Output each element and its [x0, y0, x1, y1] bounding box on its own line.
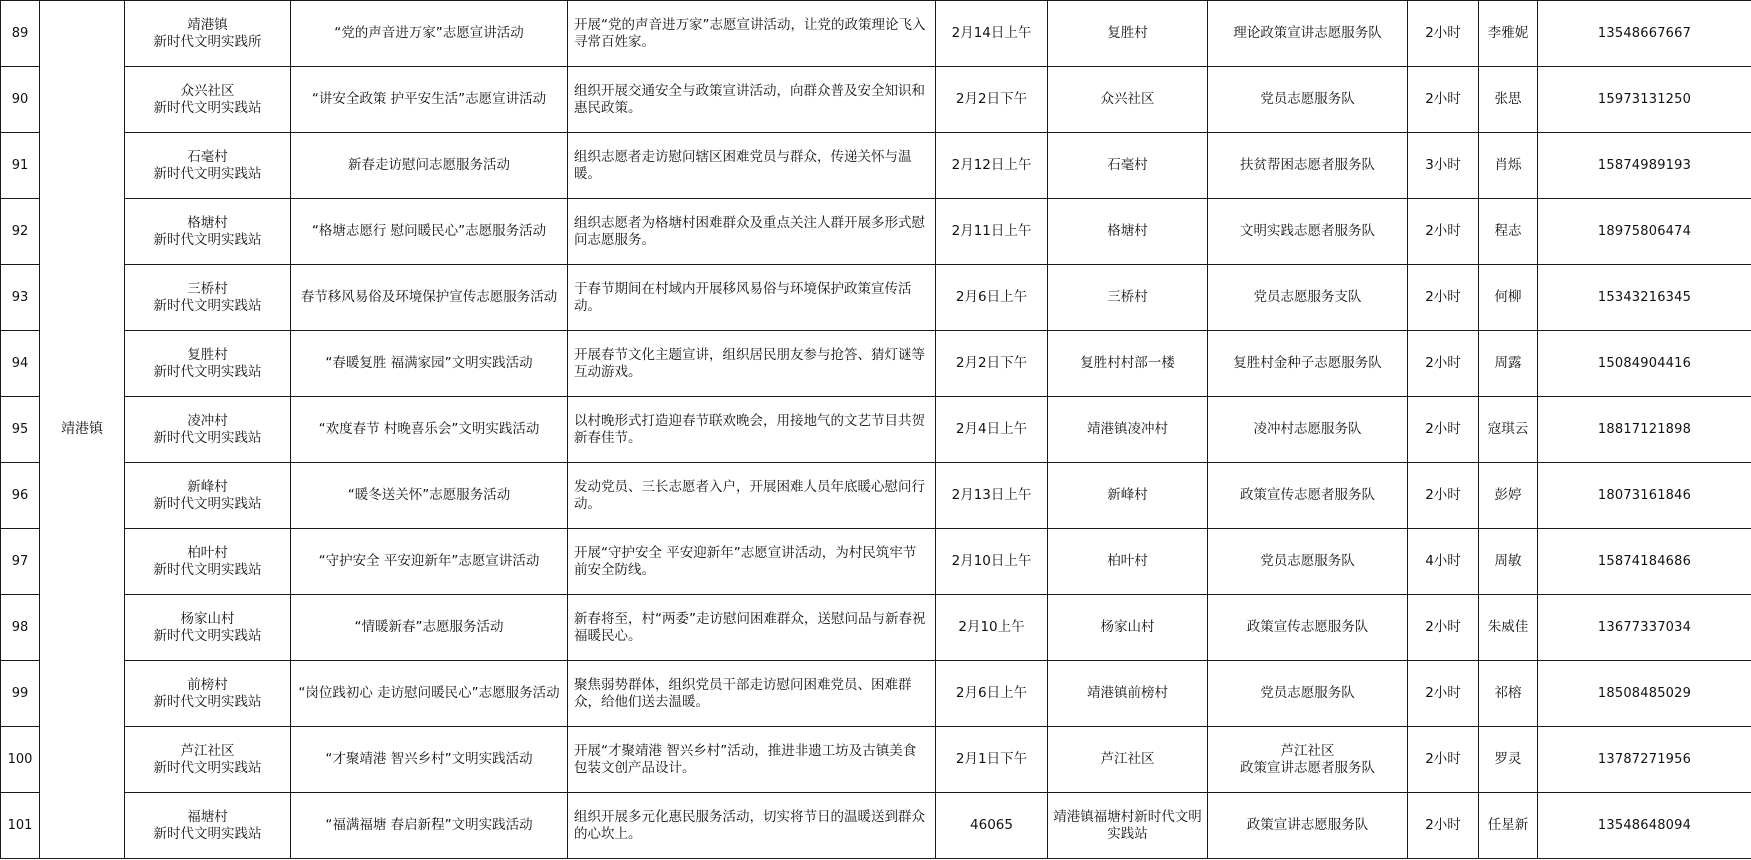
activity-time-cell: 46065	[936, 793, 1048, 859]
duration-cell: 2小时	[1408, 331, 1479, 397]
activity-location-cell: 三桥村	[1048, 265, 1208, 331]
duration-cell: 2小时	[1408, 397, 1479, 463]
activity-location-cell: 格塘村	[1048, 199, 1208, 265]
practice-site-cell	[125, 1, 291, 67]
activity-location-cell: 杨家山村	[1048, 595, 1208, 661]
duration-cell: 2小时	[1408, 661, 1479, 727]
activity-name-cell: “才聚靖港 智兴乡村”文明实践活动	[291, 727, 568, 793]
table-row	[1, 595, 1751, 661]
practice-site-cell	[125, 661, 291, 727]
activity-location-cell: 新峰村	[1048, 463, 1208, 529]
table-row	[1, 727, 1751, 793]
practice-site-cell	[125, 397, 291, 463]
service-team-cell: 扶贫帮困志愿者服务队	[1208, 133, 1408, 199]
service-team-cell: 理论政策宣讲志愿服务队	[1208, 1, 1408, 67]
activity-time-cell: 2月1日下午	[936, 727, 1048, 793]
service-team-cell: 凌冲村志愿服务队	[1208, 397, 1408, 463]
activity-name-cell: “春暖复胜 福满家园”文明实践活动	[291, 331, 568, 397]
table-row	[1, 529, 1751, 595]
activity-time-cell: 2月2日下午	[936, 331, 1048, 397]
activity-time-cell: 2月10上午	[936, 595, 1048, 661]
practice-site-cell	[125, 67, 291, 133]
activity-description-cell: 开展“守护安全 平安迎新年”志愿宣讲活动，为村民筑牢节前安全防线。	[568, 529, 936, 595]
practice-site-name: 复胜村	[187, 346, 228, 363]
service-team-cell: 政策宣讲志愿服务队	[1208, 793, 1408, 859]
phone-number-cell: 15874184686	[1538, 529, 1751, 595]
practice-site-cell	[125, 529, 291, 595]
practice-site-name: 前榜村	[187, 676, 228, 693]
duration-cell: 2小时	[1408, 727, 1479, 793]
phone-number-cell: 15343216345	[1538, 265, 1751, 331]
table-row	[1, 1, 1751, 67]
contact-person-cell: 祁榕	[1479, 661, 1538, 727]
row-number-cell: 95	[1, 397, 40, 463]
phone-number-cell: 13548648094	[1538, 793, 1751, 859]
table-row	[1, 133, 1751, 199]
activity-location-cell: 芦江社区	[1048, 727, 1208, 793]
contact-person-cell: 周露	[1479, 331, 1538, 397]
activity-description-cell: 组织开展交通安全与政策宣讲活动，向群众普及安全知识和惠民政策。	[568, 67, 936, 133]
service-team-line: 政策宣讲志愿者服务队	[1240, 759, 1375, 776]
table-row	[1, 67, 1751, 133]
table-row	[1, 265, 1751, 331]
practice-site-type: 新时代文明实践站	[153, 825, 262, 842]
practice-site-cell	[125, 793, 291, 859]
service-team-cell	[1208, 727, 1408, 793]
duration-cell: 2小时	[1408, 793, 1479, 859]
practice-site-cell	[125, 265, 291, 331]
practice-site-type: 新时代文明实践站	[153, 231, 262, 248]
contact-person-cell: 张思	[1479, 67, 1538, 133]
practice-site-cell	[125, 331, 291, 397]
activity-description-cell: 新春将至，村“两委”走访慰问困难群众，送慰问品与新春祝福暖民心。	[568, 595, 936, 661]
contact-person-cell: 周敏	[1479, 529, 1538, 595]
activity-name-cell: 春节移风易俗及环境保护宣传志愿服务活动	[291, 265, 568, 331]
activity-name-cell: “党的声音进万家”志愿宣讲活动	[291, 1, 568, 67]
activity-time-cell: 2月2日下午	[936, 67, 1048, 133]
practice-site-cell	[125, 463, 291, 529]
activity-time-cell: 2月6日上午	[936, 661, 1048, 727]
activity-time-cell: 2月10日上午	[936, 529, 1048, 595]
contact-person-cell: 肖烁	[1479, 133, 1538, 199]
activity-description-cell: 开展“才聚靖港 智兴乡村”活动，推进非遗工坊及古镇美食包装文创产品设计。	[568, 727, 936, 793]
table-row	[1, 661, 1751, 727]
activity-location-cell: 石毫村	[1048, 133, 1208, 199]
activity-location-cell: 复胜村村部一楼	[1048, 331, 1208, 397]
activity-description-cell: 聚焦弱势群体，组织党员干部走访慰问困难党员、困难群众，给他们送去温暖。	[568, 661, 936, 727]
practice-site-type: 新时代文明实践站	[153, 627, 262, 644]
activity-location-cell: 靖港镇前榜村	[1048, 661, 1208, 727]
table-row	[1, 397, 1751, 463]
activity-description-cell: 组织志愿者为格塘村困难群众及重点关注人群开展多形式慰问志愿服务。	[568, 199, 936, 265]
practice-site-type: 新时代文明实践站	[153, 495, 262, 512]
practice-site-type: 新时代文明实践站	[153, 363, 262, 380]
phone-number-cell: 15084904416	[1538, 331, 1751, 397]
practice-site-name: 格塘村	[187, 214, 228, 231]
activity-time-cell: 2月4日上午	[936, 397, 1048, 463]
table-row	[1, 199, 1751, 265]
service-team-cell: 党员志愿服务队	[1208, 529, 1408, 595]
row-number-cell: 100	[1, 727, 40, 793]
contact-person-cell: 李雅妮	[1479, 1, 1538, 67]
duration-cell: 2小时	[1408, 1, 1479, 67]
contact-person-cell: 程志	[1479, 199, 1538, 265]
phone-number-cell: 13548667667	[1538, 1, 1751, 67]
phone-number-cell: 13677337034	[1538, 595, 1751, 661]
row-number-cell: 97	[1, 529, 40, 595]
practice-site-type: 新时代文明实践站	[153, 429, 262, 446]
phone-number-cell: 18975806474	[1538, 199, 1751, 265]
activity-description-cell: 开展“党的声音进万家”志愿宣讲活动，让党的政策理论飞入寻常百姓家。	[568, 1, 936, 67]
service-team-cell: 政策宣传志愿者服务队	[1208, 463, 1408, 529]
activity-description-cell: 组织志愿者走访慰问辖区困难党员与群众，传递关怀与温暖。	[568, 133, 936, 199]
phone-number-cell: 18817121898	[1538, 397, 1751, 463]
service-team-cell: 文明实践志愿者服务队	[1208, 199, 1408, 265]
activity-name-cell: “岗位践初心 走访慰问暖民心”志愿服务活动	[291, 661, 568, 727]
practice-site-type: 新时代文明实践站	[153, 693, 262, 710]
row-number-cell: 89	[1, 1, 40, 67]
activity-location-cell: 众兴社区	[1048, 67, 1208, 133]
activity-location-cell: 复胜村	[1048, 1, 1208, 67]
practice-site-cell	[125, 727, 291, 793]
row-number-cell: 91	[1, 133, 40, 199]
practice-site-type: 新时代文明实践站	[153, 561, 262, 578]
phone-number-cell: 15973131250	[1538, 67, 1751, 133]
row-number-cell: 98	[1, 595, 40, 661]
town-cell: 靖港镇	[40, 1, 125, 859]
practice-site-name: 凌冲村	[187, 412, 228, 429]
practice-site-name: 石毫村	[187, 148, 228, 165]
practice-site-name: 靖港镇	[187, 16, 228, 33]
practice-site-name: 新峰村	[187, 478, 228, 495]
duration-cell: 2小时	[1408, 67, 1479, 133]
practice-site-type: 新时代文明实践站	[153, 99, 262, 116]
practice-site-type: 新时代文明实践站	[153, 165, 262, 182]
duration-cell: 3小时	[1408, 133, 1479, 199]
activity-description-cell: 组织开展多元化惠民服务活动，切实将节日的温暖送到群众的心坎上。	[568, 793, 936, 859]
table-row	[1, 793, 1751, 859]
activity-name-cell: 新春走访慰问志愿服务活动	[291, 133, 568, 199]
activity-name-cell: “讲安全政策 护平安生活”志愿宣讲活动	[291, 67, 568, 133]
practice-site-type: 新时代文明实践站	[153, 297, 262, 314]
row-number-cell: 93	[1, 265, 40, 331]
activity-description-cell: 开展春节文化主题宣讲，组织居民朋友参与抢答、猜灯谜等互动游戏。	[568, 331, 936, 397]
phone-number-cell: 18073161846	[1538, 463, 1751, 529]
duration-cell: 2小时	[1408, 463, 1479, 529]
contact-person-cell: 任星新	[1479, 793, 1538, 859]
service-team-cell: 复胜村金种子志愿服务队	[1208, 331, 1408, 397]
table-row	[1, 331, 1751, 397]
duration-cell: 2小时	[1408, 595, 1479, 661]
duration-cell: 4小时	[1408, 529, 1479, 595]
contact-person-cell: 罗灵	[1479, 727, 1538, 793]
activity-location-cell: 柏叶村	[1048, 529, 1208, 595]
activity-description-cell: 以村晚形式打造迎春节联欢晚会，用接地气的文艺节目共贺新春佳节。	[568, 397, 936, 463]
row-number-cell: 99	[1, 661, 40, 727]
practice-site-cell	[125, 133, 291, 199]
contact-person-cell: 朱威佳	[1479, 595, 1538, 661]
activity-name-cell: “格塘志愿行 慰问暖民心”志愿服务活动	[291, 199, 568, 265]
row-number-cell: 96	[1, 463, 40, 529]
activity-time-cell: 2月14日上午	[936, 1, 1048, 67]
phone-number-cell: 13787271956	[1538, 727, 1751, 793]
row-number-cell: 90	[1, 67, 40, 133]
service-team-cell: 党员志愿服务支队	[1208, 265, 1408, 331]
activity-name-cell: “守护安全 平安迎新年”志愿宣讲活动	[291, 529, 568, 595]
practice-site-name: 福塘村	[187, 808, 228, 825]
service-team-cell: 党员志愿服务队	[1208, 67, 1408, 133]
service-team-line: 芦江社区	[1280, 742, 1335, 759]
practice-site-name: 杨家山村	[180, 610, 235, 627]
practice-site-name: 众兴社区	[180, 82, 235, 99]
practice-site-cell	[125, 199, 291, 265]
activity-name-cell: “福满福塘 春启新程”文明实践活动	[291, 793, 568, 859]
table-body	[1, 1, 1751, 859]
practice-site-type: 新时代文明实践所	[153, 33, 262, 50]
practice-site-name: 芦江社区	[180, 742, 235, 759]
practice-site-type: 新时代文明实践站	[153, 759, 262, 776]
practice-site-cell	[125, 595, 291, 661]
activity-time-cell: 2月6日上午	[936, 265, 1048, 331]
contact-person-cell: 何柳	[1479, 265, 1538, 331]
duration-cell: 2小时	[1408, 199, 1479, 265]
practice-site-name: 柏叶村	[187, 544, 228, 561]
activity-name-cell: “暖冬送关怀”志愿服务活动	[291, 463, 568, 529]
row-number-cell: 94	[1, 331, 40, 397]
row-number-cell: 92	[1, 199, 40, 265]
activity-time-cell: 2月11日上午	[936, 199, 1048, 265]
activity-name-cell: “欢度春节 村晚喜乐会”文明实践活动	[291, 397, 568, 463]
activity-location-cell: 靖港镇福塘村新时代文明实践站	[1048, 793, 1208, 859]
activity-location-cell: 靖港镇凌冲村	[1048, 397, 1208, 463]
activity-description-cell: 于春节期间在村域内开展移风易俗与环境保护政策宣传活动。	[568, 265, 936, 331]
table-row	[1, 463, 1751, 529]
row-number-cell: 101	[1, 793, 40, 859]
activity-description-cell: 发动党员、三长志愿者入户，开展困难人员年底暖心慰问行动。	[568, 463, 936, 529]
phone-number-cell: 15874989193	[1538, 133, 1751, 199]
contact-person-cell: 寇琪云	[1479, 397, 1538, 463]
service-team-cell: 党员志愿服务队	[1208, 661, 1408, 727]
service-team-cell: 政策宣传志愿服务队	[1208, 595, 1408, 661]
contact-person-cell: 彭婷	[1479, 463, 1538, 529]
activity-name-cell: “情暖新春”志愿服务活动	[291, 595, 568, 661]
activity-time-cell: 2月13日上午	[936, 463, 1048, 529]
duration-cell: 2小时	[1408, 265, 1479, 331]
practice-site-name: 三桥村	[187, 280, 228, 297]
activity-time-cell: 2月12日上午	[936, 133, 1048, 199]
phone-number-cell: 18508485029	[1538, 661, 1751, 727]
